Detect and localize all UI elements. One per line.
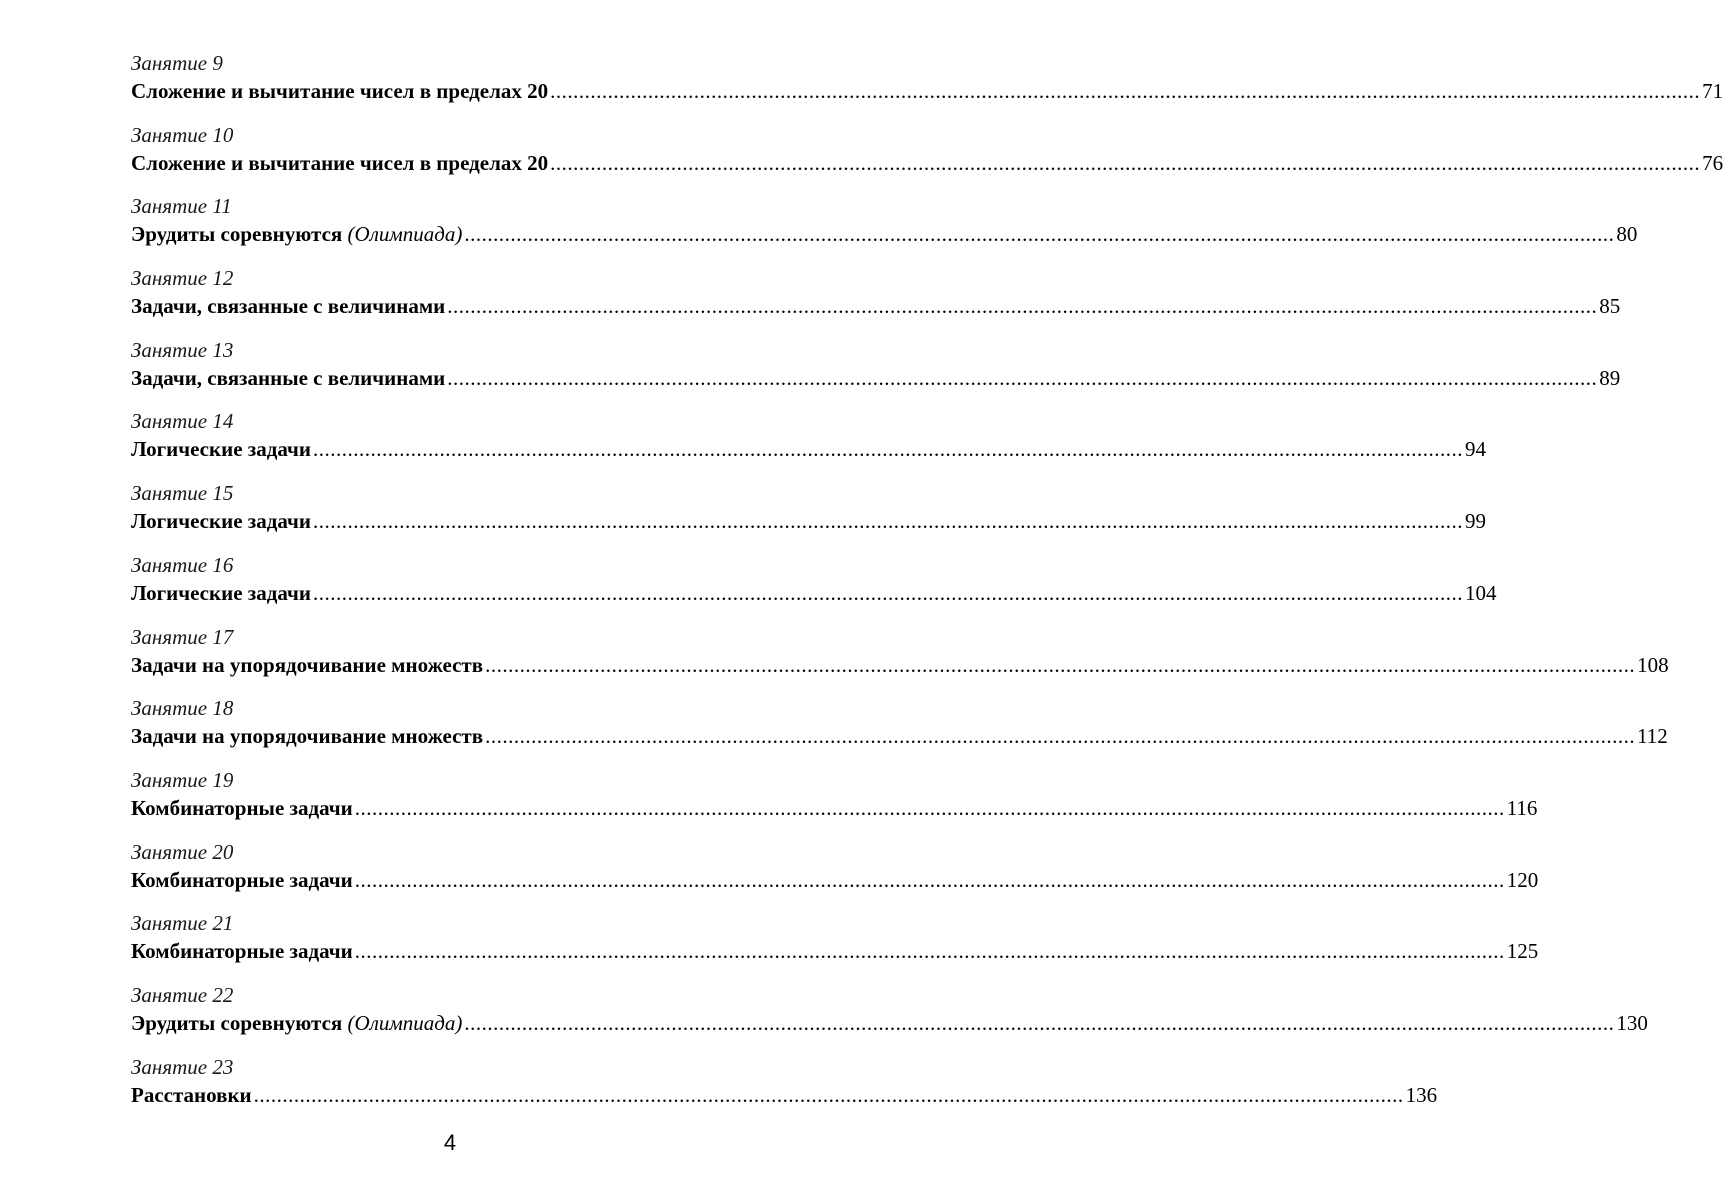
entry-page-number: 99	[1464, 509, 1486, 534]
toc-line	[131, 149, 1723, 177]
lesson-number: Занятие 13	[131, 337, 234, 362]
toc-entry	[131, 1054, 1438, 1126]
dot-leader: ........................................................................................................................................................................................................	[464, 222, 1615, 247]
entry-title: Логические задачи	[131, 509, 311, 534]
dot-leader: ........................................................................................................................................................................................................	[312, 437, 1463, 462]
entry-title: Сложение и вычитание чисел в пределах 20	[131, 79, 549, 103]
dot-leader: ........................................................................................................................................................................................................	[447, 294, 1598, 319]
toc-line	[131, 651, 1669, 679]
entry-page-number: 76	[1702, 150, 1723, 175]
toc-entry	[131, 480, 1486, 552]
toc-entry	[131, 193, 1638, 265]
toc-entry	[131, 552, 1497, 624]
lesson-number: Занятие 11	[131, 194, 232, 219]
toc-entry	[131, 695, 1668, 767]
entry-title-wrap	[131, 937, 353, 965]
dot-leader: ........................................................................................................................................................................................................	[464, 1010, 1615, 1035]
lesson-number: Занятие 19	[131, 767, 234, 792]
entry-title-wrap	[131, 722, 483, 750]
toc-line	[131, 794, 1538, 822]
entry-page-number: 130	[1616, 1010, 1648, 1035]
entry-title: Задачи, связанные с величинами	[131, 365, 446, 390]
toc-line	[131, 364, 1621, 392]
entry-page-number: 116	[1506, 795, 1538, 820]
lesson-number: Занятие 15	[131, 481, 234, 506]
toc-entry	[131, 408, 1486, 480]
dot-leader: ........................................................................................................................................................................................................	[485, 724, 1636, 749]
entry-page-number: 104	[1464, 580, 1497, 605]
toc-line	[131, 1009, 1648, 1037]
entry-title-wrap	[131, 220, 462, 248]
lesson-number: Занятие 21	[131, 911, 234, 936]
toc-entry	[131, 50, 1723, 122]
toc-entry	[131, 265, 1621, 337]
lesson-number: Занятие 17	[131, 624, 234, 649]
dot-leader: ........................................................................................................................................................................................................	[312, 509, 1463, 534]
entry-title: Эрудиты соревнуются	[131, 222, 348, 247]
toc-entry	[131, 337, 1621, 409]
dot-leader: ........................................................................................................................................................................................................	[485, 652, 1636, 677]
toc-line	[131, 435, 1486, 463]
dot-leader: ........................................................................................................................................................................................................	[253, 1082, 1404, 1107]
entry-title-wrap	[131, 77, 548, 105]
lesson-number: Занятие 12	[131, 266, 234, 291]
dot-leader: ........................................................................................................................................................................................................	[312, 580, 1463, 605]
entry-title: Задачи, связанные с величинами	[131, 294, 446, 319]
entry-title-wrap	[131, 149, 548, 177]
entry-title-wrap	[131, 1081, 252, 1109]
entry-note: (Олимпиада)	[347, 1010, 463, 1035]
toc-entry	[131, 624, 1669, 696]
entry-title-wrap	[131, 292, 445, 320]
entry-title: Расстановки	[131, 1082, 252, 1107]
toc-line	[131, 220, 1638, 248]
lesson-number: Занятие 10	[131, 122, 234, 147]
toc-line	[131, 579, 1497, 607]
toc-entry	[131, 839, 1539, 911]
dot-leader: ........................................................................................................................................................................................................	[550, 150, 1701, 175]
entry-title-wrap	[131, 364, 445, 392]
entry-title-wrap	[131, 866, 353, 894]
lesson-number: Занятие 22	[131, 982, 234, 1007]
entry-title-wrap	[131, 651, 483, 679]
dot-leader: ........................................................................................................................................................................................................	[550, 79, 1701, 103]
entry-page-number: 94	[1464, 437, 1486, 462]
entry-title: Комбинаторные задачи	[131, 795, 353, 820]
entry-page-number: 108	[1637, 652, 1669, 677]
toc-entry	[131, 982, 1648, 1054]
entry-title: Логические задачи	[131, 437, 311, 462]
dot-leader: ........................................................................................................................................................................................................	[354, 867, 1505, 892]
toc-entry	[131, 767, 1538, 839]
entry-title: Сложение и вычитание чисел в пределах 20	[131, 150, 549, 175]
lesson-number: Занятие 20	[131, 839, 234, 864]
entry-title: Задачи на упорядочивание множеств	[131, 724, 484, 749]
toc-entry	[131, 122, 1723, 194]
entry-page-number: 125	[1506, 939, 1539, 964]
entry-page-number: 80	[1616, 222, 1638, 247]
entry-title: Задачи на упорядочивание множеств	[131, 652, 484, 677]
entry-title-wrap	[131, 435, 311, 463]
entry-note: (Олимпиада)	[347, 222, 463, 247]
entry-title-wrap	[131, 1009, 462, 1037]
entry-page-number: 136	[1405, 1082, 1438, 1107]
entry-title: Комбинаторные задачи	[131, 939, 353, 964]
entry-title-wrap	[131, 507, 311, 535]
entry-page-number: 85	[1599, 294, 1621, 319]
toc-line	[131, 77, 1723, 105]
dot-leader: ........................................................................................................................................................................................................	[447, 365, 1598, 390]
toc-line	[131, 722, 1668, 750]
toc-line	[131, 507, 1486, 535]
entry-page-number: 120	[1506, 867, 1539, 892]
entry-title: Логические задачи	[131, 580, 311, 605]
toc-line	[131, 1081, 1438, 1109]
entry-page-number: 89	[1599, 365, 1621, 390]
lesson-number: Занятие 14	[131, 409, 234, 434]
toc-entry	[131, 910, 1539, 982]
dot-leader: ........................................................................................................................................................................................................	[354, 939, 1505, 964]
lesson-number: Занятие 18	[131, 696, 234, 721]
entry-page-number: 71	[1702, 79, 1723, 103]
toc-line	[131, 292, 1621, 320]
toc-line	[131, 866, 1539, 894]
lesson-number: Занятие 9	[131, 51, 223, 75]
lesson-number: Занятие 23	[131, 1054, 234, 1079]
entry-title: Комбинаторные задачи	[131, 867, 353, 892]
lesson-number: Занятие 16	[131, 552, 234, 577]
entry-title: Эрудиты соревнуются	[131, 1010, 348, 1035]
dot-leader: ........................................................................................................................................................................................................	[354, 795, 1505, 820]
page-number: 4	[443, 1130, 457, 1155]
entry-title-wrap	[131, 579, 311, 607]
entry-title-wrap	[131, 794, 353, 822]
table-of-contents	[131, 50, 1723, 1125]
toc-line	[131, 937, 1539, 965]
entry-page-number: 112	[1637, 724, 1668, 749]
